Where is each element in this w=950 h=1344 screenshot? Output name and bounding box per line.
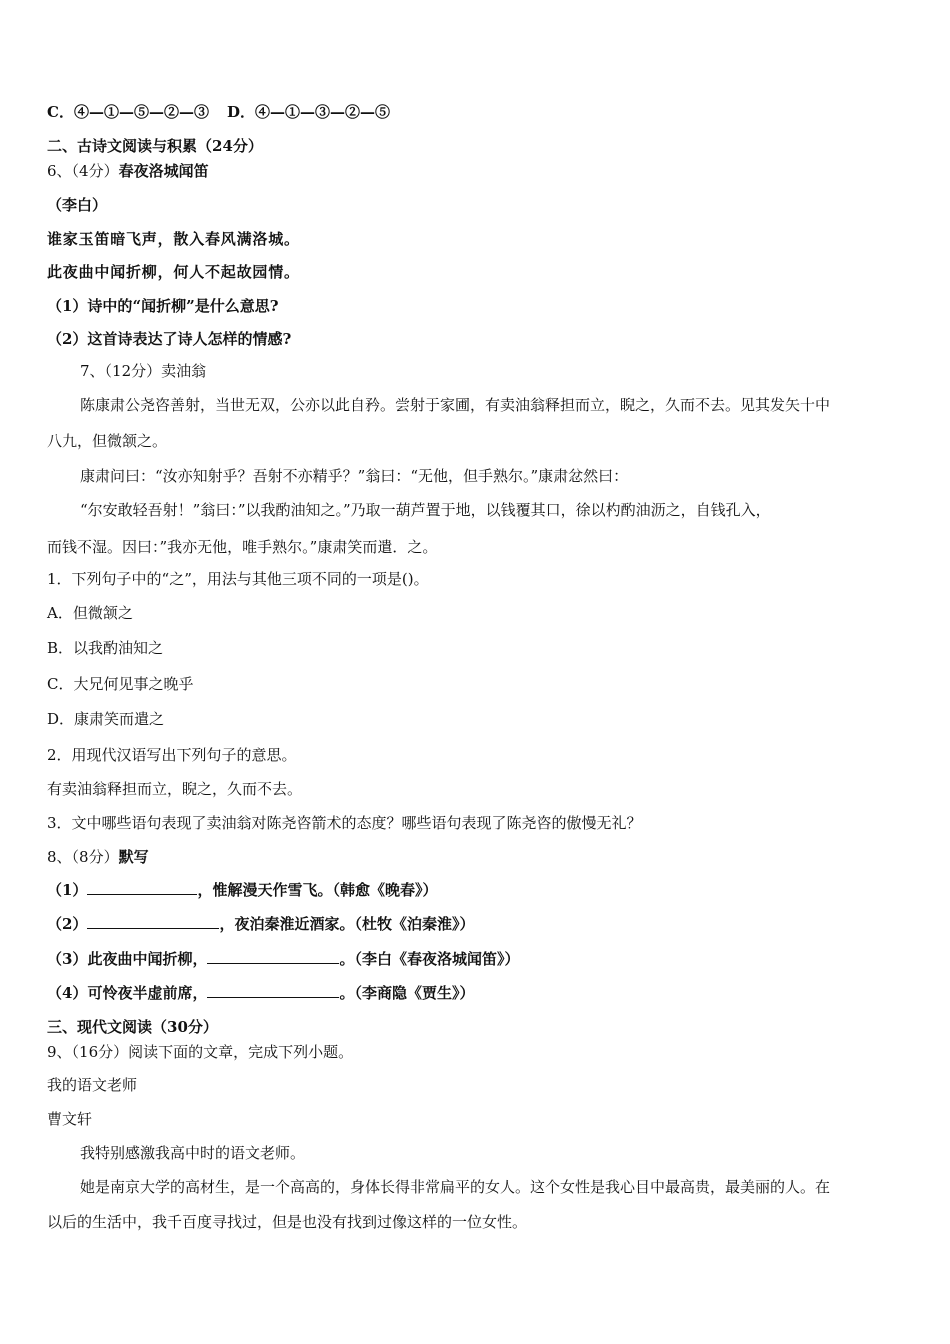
answer-blank[interactable]	[207, 949, 339, 964]
article-title: 我的语文老师	[47, 1076, 138, 1094]
passage-line: 陈康肃公尧咨善射，当世无双，公亦以此自矜。尝射于家圃，有卖油翁释担而立，睨之，久而不去。见其发矢十中	[80, 396, 831, 414]
dictation-before: 可怜夜半虚前席，	[87, 984, 208, 1002]
article-paragraph: 我特别感激我高中时的语文老师。	[80, 1144, 306, 1162]
question-7-1: 1．下列句子中的“之”，用法与其他三项不同的一项是()。	[47, 570, 429, 588]
question-8-header	[47, 847, 149, 867]
dictation-item	[47, 949, 519, 969]
dictation-after: 。（李白《春夜洛城闻笛》）	[339, 950, 520, 968]
question-number: 8、（8分）	[47, 848, 119, 866]
dictation-item	[47, 983, 474, 1003]
poem-author: （李白）	[47, 196, 108, 214]
option-c-label: C．	[47, 103, 74, 121]
question-7-2: 2．用现代汉语写出下列句子的意思。	[47, 746, 297, 764]
answer-blank[interactable]	[207, 983, 339, 998]
poem-line: 谁家玉笛暗飞声，散入春风满洛城。	[47, 230, 300, 248]
passage-line: 八九，但微颔之。	[47, 432, 168, 450]
dictation-prefix: （1）	[47, 881, 88, 899]
option-d-sequence: ④—①—③—②—⑤	[254, 103, 390, 121]
answer-blank[interactable]	[87, 880, 197, 895]
question-number: 6、（4分）	[47, 162, 119, 180]
option-d: D．康肃笑而遣之	[47, 710, 165, 728]
question-7-header	[80, 361, 206, 381]
question-9-intro: 9、（16分）阅读下面的文章，完成下列小题。	[47, 1043, 354, 1061]
dictation-after: ，惟解漫天作雪飞。（韩愈《晚春》）	[197, 881, 438, 899]
passage-line: 康肃问曰：“汝亦知射乎？吾射不亦精乎？”翁曰：“无他，但手熟尔。”康肃忿然曰：	[80, 467, 629, 485]
option-c: C．大兄何见事之晚乎	[47, 675, 194, 693]
dictation-prefix: （4）	[47, 984, 88, 1002]
article-paragraph: 以后的生活中，我千百度寻找过，但是也没有找到过像这样的一位女性。	[47, 1213, 528, 1231]
option-a: A．但微颔之	[47, 604, 133, 622]
sub-question: （1）诗中的“闻折柳”是什么意思?	[47, 297, 279, 315]
section-heading: 二、古诗文阅读与积累（24分）	[47, 137, 263, 155]
poem-line: 此夜曲中闻折柳，何人不起故园情。	[47, 263, 300, 281]
sub-question: （2）这首诗表达了诗人怎样的情感?	[47, 330, 292, 348]
dictation-prefix: （2）	[47, 915, 88, 933]
passage-line: “尔安敢轻吾射！”翁曰：”以我酌油知之。”乃取一葫芦置于地，以钱覆其口，徐以杓酌油沥之，自钱孔入，	[80, 501, 771, 519]
dictation-before: 此夜曲中闻折柳，	[87, 950, 208, 968]
article-paragraph: 她是南京大学的高材生，是一个高高的，身体长得非常扁平的女人。这个女性是我心目中最高贵，最美丽的人。在	[80, 1178, 831, 1196]
passage-title: 卖油翁	[161, 362, 207, 380]
sentence-to-translate: 有卖油翁释担而立，睨之，久而不去。	[47, 780, 303, 798]
question-number: 7、（12分）	[80, 362, 162, 380]
option-d-label: D．	[226, 103, 255, 121]
dictation-after: 。（李商隐《贾生》）	[339, 984, 475, 1002]
option-b: B．以我酌油知之	[47, 639, 164, 657]
dictation-item	[47, 880, 437, 900]
question-title: 默写	[118, 848, 149, 866]
question-6-header	[47, 161, 209, 181]
answer-blank[interactable]	[87, 914, 219, 929]
article-author: 曹文轩	[47, 1110, 93, 1128]
options-cd	[47, 102, 390, 122]
dictation-after: ，夜泊秦淮近酒家。（杜牧《泊秦淮》）	[219, 915, 475, 933]
passage-line: 而钱不湿。因曰：”我亦无他，唯手熟尔。”康肃笑而遣．之。	[47, 538, 438, 556]
dictation-item	[47, 914, 474, 934]
dictation-prefix: （3）	[47, 950, 88, 968]
section-heading: 三、现代文阅读（30分）	[47, 1018, 218, 1036]
option-c-sequence: ④—①—⑤—②—③	[73, 103, 209, 121]
question-7-3: 3．文中哪些语句表现了卖油翁对陈尧咨箭术的态度？哪些语句表现了陈尧咨的傲慢无礼？	[47, 814, 642, 832]
poem-title: 春夜洛城闻笛	[118, 162, 209, 180]
